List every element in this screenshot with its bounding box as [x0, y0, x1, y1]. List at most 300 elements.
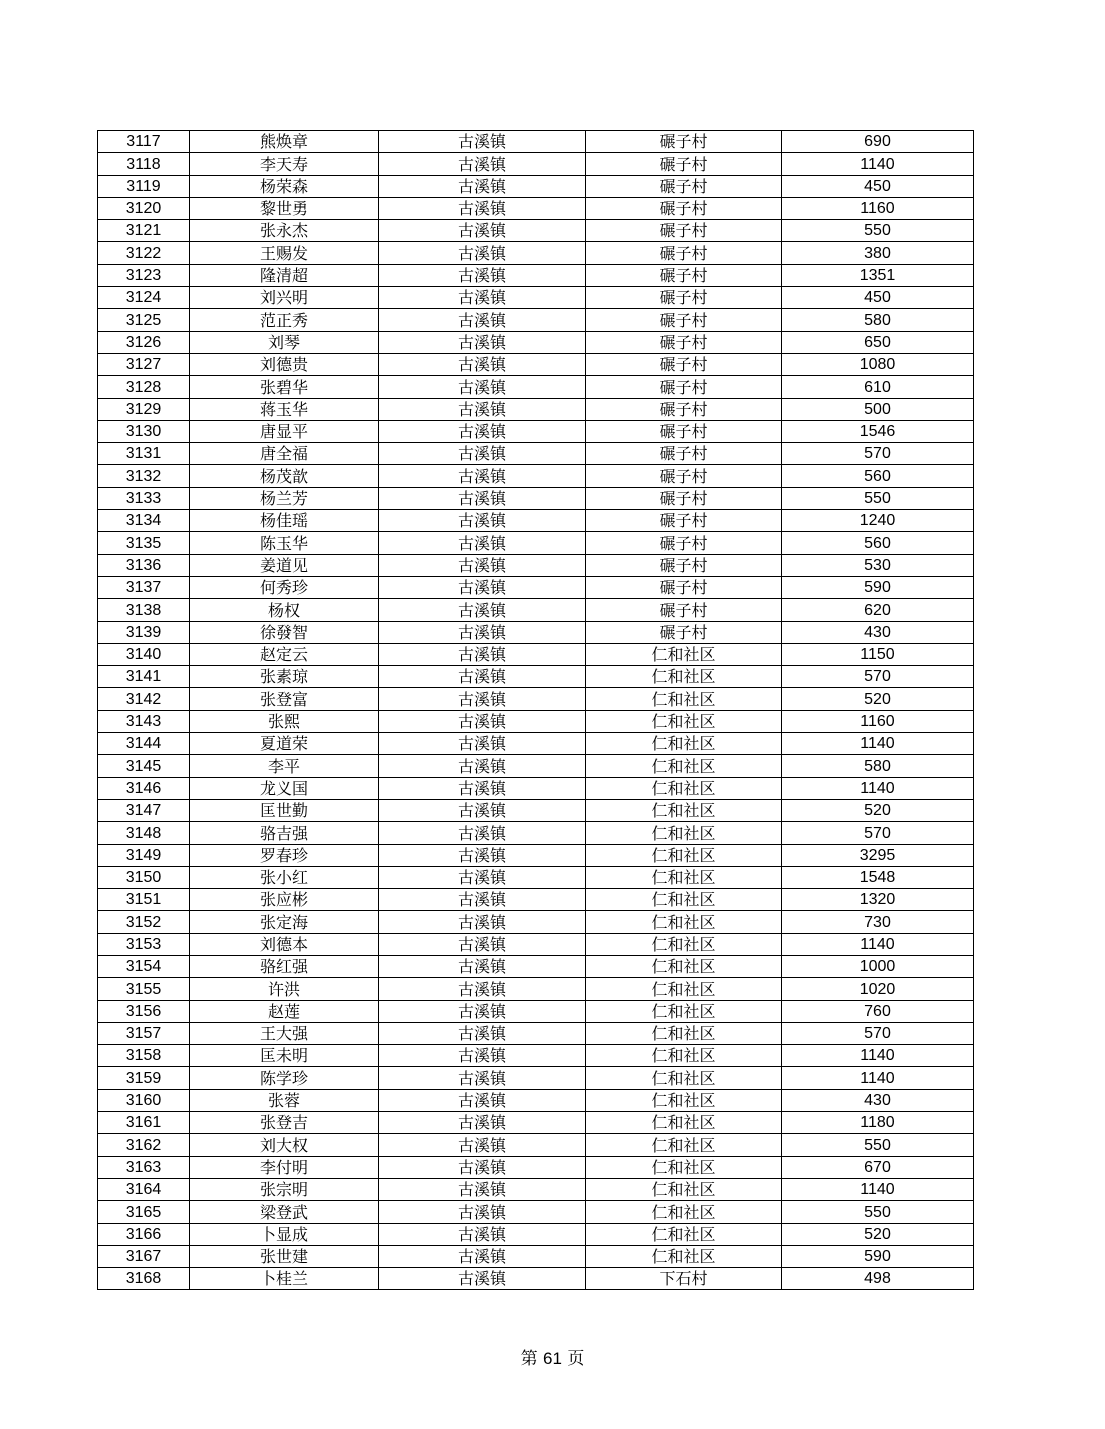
village-cell: 碾子村 [586, 309, 782, 331]
town-cell: 古溪镇 [379, 153, 586, 175]
table-row [98, 510, 974, 532]
amount-cell: 1140 [782, 1067, 974, 1089]
amount-cell: 550 [782, 220, 974, 242]
village-cell: 仁和社区 [586, 822, 782, 844]
table-row [98, 777, 974, 799]
amount-cell: 670 [782, 1156, 974, 1178]
amount-cell: 760 [782, 1000, 974, 1022]
person-name-cell: 杨茂歆 [190, 465, 379, 487]
village-cell: 仁和社区 [586, 1067, 782, 1089]
town-cell: 古溪镇 [379, 710, 586, 732]
village-cell: 下石村 [586, 1268, 782, 1290]
row-id-cell: 3164 [98, 1178, 190, 1200]
table-row [98, 866, 974, 888]
amount-cell: 520 [782, 1223, 974, 1245]
amount-cell: 500 [782, 398, 974, 420]
village-cell: 仁和社区 [586, 666, 782, 688]
town-cell: 古溪镇 [379, 532, 586, 554]
table-row [98, 554, 974, 576]
table-row [98, 1201, 974, 1223]
village-cell: 仁和社区 [586, 844, 782, 866]
village-cell: 仁和社区 [586, 1045, 782, 1067]
amount-cell: 550 [782, 1134, 974, 1156]
person-name-cell: 赵定云 [190, 643, 379, 665]
village-cell: 仁和社区 [586, 933, 782, 955]
town-cell: 古溪镇 [379, 733, 586, 755]
amount-cell: 1180 [782, 1112, 974, 1134]
person-name-cell: 熊焕章 [190, 131, 379, 153]
person-name-cell: 骆吉强 [190, 822, 379, 844]
amount-cell: 1000 [782, 955, 974, 977]
amount-cell: 610 [782, 376, 974, 398]
row-id-cell: 3147 [98, 799, 190, 821]
village-cell: 碾子村 [586, 353, 782, 375]
table-row [98, 576, 974, 598]
village-cell: 仁和社区 [586, 710, 782, 732]
village-cell: 碾子村 [586, 376, 782, 398]
town-cell: 古溪镇 [379, 777, 586, 799]
town-cell: 古溪镇 [379, 1156, 586, 1178]
table-row [98, 1245, 974, 1267]
amount-cell: 1351 [782, 264, 974, 286]
row-id-cell: 3148 [98, 822, 190, 844]
row-id-cell: 3120 [98, 197, 190, 219]
amount-cell: 520 [782, 688, 974, 710]
row-id-cell: 3145 [98, 755, 190, 777]
table-row [98, 309, 974, 331]
town-cell: 古溪镇 [379, 599, 586, 621]
table-row [98, 688, 974, 710]
row-id-cell: 3154 [98, 955, 190, 977]
table-row [98, 599, 974, 621]
person-name-cell: 罗春珍 [190, 844, 379, 866]
row-id-cell: 3152 [98, 911, 190, 933]
village-cell: 碾子村 [586, 175, 782, 197]
amount-cell: 1320 [782, 889, 974, 911]
village-cell: 碾子村 [586, 443, 782, 465]
row-id-cell: 3144 [98, 733, 190, 755]
amount-cell: 580 [782, 755, 974, 777]
person-name-cell: 张登吉 [190, 1112, 379, 1134]
amount-cell: 620 [782, 599, 974, 621]
village-cell: 碾子村 [586, 131, 782, 153]
row-id-cell: 3160 [98, 1089, 190, 1111]
row-id-cell: 3157 [98, 1022, 190, 1044]
village-cell: 碾子村 [586, 242, 782, 264]
town-cell: 古溪镇 [379, 1134, 586, 1156]
village-cell: 仁和社区 [586, 643, 782, 665]
row-id-cell: 3124 [98, 287, 190, 309]
row-id-cell: 3138 [98, 599, 190, 621]
row-id-cell: 3141 [98, 666, 190, 688]
row-id-cell: 3135 [98, 532, 190, 554]
person-name-cell: 张世建 [190, 1245, 379, 1267]
village-cell: 仁和社区 [586, 1245, 782, 1267]
amount-cell: 380 [782, 242, 974, 264]
amount-cell: 530 [782, 554, 974, 576]
row-id-cell: 3127 [98, 353, 190, 375]
table-row [98, 889, 974, 911]
amount-cell: 1080 [782, 353, 974, 375]
person-name-cell: 匡未明 [190, 1045, 379, 1067]
amount-cell: 570 [782, 666, 974, 688]
row-id-cell: 3161 [98, 1112, 190, 1134]
row-id-cell: 3149 [98, 844, 190, 866]
person-name-cell: 杨权 [190, 599, 379, 621]
table-row [98, 755, 974, 777]
village-cell: 仁和社区 [586, 1156, 782, 1178]
table-row [98, 1223, 974, 1245]
village-cell: 仁和社区 [586, 1201, 782, 1223]
town-cell: 古溪镇 [379, 242, 586, 264]
table-row [98, 1156, 974, 1178]
table-row [98, 666, 974, 688]
person-name-cell: 李平 [190, 755, 379, 777]
village-cell: 仁和社区 [586, 1223, 782, 1245]
table-row [98, 799, 974, 821]
village-cell: 仁和社区 [586, 1178, 782, 1200]
table-row [98, 1045, 974, 1067]
person-name-cell: 张小红 [190, 866, 379, 888]
person-name-cell: 刘大权 [190, 1134, 379, 1156]
town-cell: 古溪镇 [379, 955, 586, 977]
person-name-cell: 姜道见 [190, 554, 379, 576]
table-row [98, 398, 974, 420]
table-row [98, 978, 974, 1000]
amount-cell: 590 [782, 576, 974, 598]
person-name-cell: 张碧华 [190, 376, 379, 398]
person-name-cell: 张永杰 [190, 220, 379, 242]
row-id-cell: 3168 [98, 1268, 190, 1290]
town-cell: 古溪镇 [379, 510, 586, 532]
village-cell: 仁和社区 [586, 866, 782, 888]
row-id-cell: 3163 [98, 1156, 190, 1178]
roster-table [97, 130, 974, 1290]
town-cell: 古溪镇 [379, 554, 586, 576]
amount-cell: 550 [782, 1201, 974, 1223]
town-cell: 古溪镇 [379, 1067, 586, 1089]
town-cell: 古溪镇 [379, 911, 586, 933]
row-id-cell: 3140 [98, 643, 190, 665]
town-cell: 古溪镇 [379, 1178, 586, 1200]
person-name-cell: 卜桂兰 [190, 1268, 379, 1290]
table-row [98, 242, 974, 264]
village-cell: 碾子村 [586, 487, 782, 509]
person-name-cell: 许洪 [190, 978, 379, 1000]
person-name-cell: 李天寿 [190, 153, 379, 175]
table-row [98, 1112, 974, 1134]
town-cell: 古溪镇 [379, 1000, 586, 1022]
table-row [98, 822, 974, 844]
amount-cell: 1140 [782, 153, 974, 175]
town-cell: 古溪镇 [379, 398, 586, 420]
amount-cell: 1020 [782, 978, 974, 1000]
amount-cell: 730 [782, 911, 974, 933]
row-id-cell: 3151 [98, 889, 190, 911]
person-name-cell: 张登富 [190, 688, 379, 710]
amount-cell: 1140 [782, 733, 974, 755]
amount-cell: 580 [782, 309, 974, 331]
amount-cell: 650 [782, 331, 974, 353]
town-cell: 古溪镇 [379, 353, 586, 375]
table-row [98, 710, 974, 732]
amount-cell: 3295 [782, 844, 974, 866]
row-id-cell: 3143 [98, 710, 190, 732]
town-cell: 古溪镇 [379, 1268, 586, 1290]
table-row [98, 220, 974, 242]
village-cell: 碾子村 [586, 287, 782, 309]
amount-cell: 570 [782, 822, 974, 844]
table-row [98, 844, 974, 866]
village-cell: 仁和社区 [586, 955, 782, 977]
village-cell: 仁和社区 [586, 1112, 782, 1134]
town-cell: 古溪镇 [379, 822, 586, 844]
person-name-cell: 匡世勤 [190, 799, 379, 821]
village-cell: 碾子村 [586, 420, 782, 442]
row-id-cell: 3130 [98, 420, 190, 442]
village-cell: 仁和社区 [586, 889, 782, 911]
person-name-cell: 夏道荣 [190, 733, 379, 755]
table-row [98, 131, 974, 153]
person-name-cell: 张宗明 [190, 1178, 379, 1200]
row-id-cell: 3125 [98, 309, 190, 331]
table-row [98, 1268, 974, 1290]
roster-table-body [98, 131, 974, 1290]
town-cell: 古溪镇 [379, 889, 586, 911]
town-cell: 古溪镇 [379, 666, 586, 688]
town-cell: 古溪镇 [379, 576, 586, 598]
row-id-cell: 3118 [98, 153, 190, 175]
row-id-cell: 3162 [98, 1134, 190, 1156]
table-row [98, 933, 974, 955]
town-cell: 古溪镇 [379, 1022, 586, 1044]
town-cell: 古溪镇 [379, 175, 586, 197]
person-name-cell: 张定海 [190, 911, 379, 933]
row-id-cell: 3128 [98, 376, 190, 398]
row-id-cell: 3136 [98, 554, 190, 576]
table-row [98, 532, 974, 554]
town-cell: 古溪镇 [379, 131, 586, 153]
town-cell: 古溪镇 [379, 799, 586, 821]
town-cell: 古溪镇 [379, 1112, 586, 1134]
table-row [98, 353, 974, 375]
person-name-cell: 王赐发 [190, 242, 379, 264]
town-cell: 古溪镇 [379, 933, 586, 955]
row-id-cell: 3139 [98, 621, 190, 643]
page-number: 61 [543, 1349, 562, 1368]
amount-cell: 520 [782, 799, 974, 821]
village-cell: 仁和社区 [586, 1089, 782, 1111]
town-cell: 古溪镇 [379, 264, 586, 286]
village-cell: 碾子村 [586, 510, 782, 532]
amount-cell: 450 [782, 287, 974, 309]
table-row [98, 1000, 974, 1022]
town-cell: 古溪镇 [379, 978, 586, 1000]
person-name-cell: 蒋玉华 [190, 398, 379, 420]
table-row [98, 465, 974, 487]
table-row [98, 733, 974, 755]
town-cell: 古溪镇 [379, 420, 586, 442]
town-cell: 古溪镇 [379, 643, 586, 665]
table-row [98, 955, 974, 977]
row-id-cell: 3122 [98, 242, 190, 264]
row-id-cell: 3126 [98, 331, 190, 353]
amount-cell: 1140 [782, 1178, 974, 1200]
person-name-cell: 赵莲 [190, 1000, 379, 1022]
row-id-cell: 3137 [98, 576, 190, 598]
town-cell: 古溪镇 [379, 1045, 586, 1067]
table-row [98, 643, 974, 665]
amount-cell: 1140 [782, 933, 974, 955]
village-cell: 碾子村 [586, 197, 782, 219]
village-cell: 碾子村 [586, 331, 782, 353]
person-name-cell: 龙义国 [190, 777, 379, 799]
town-cell: 古溪镇 [379, 331, 586, 353]
town-cell: 古溪镇 [379, 755, 586, 777]
table-row [98, 153, 974, 175]
amount-cell: 430 [782, 1089, 974, 1111]
person-name-cell: 唐显平 [190, 420, 379, 442]
village-cell: 仁和社区 [586, 799, 782, 821]
village-cell: 仁和社区 [586, 1000, 782, 1022]
village-cell: 碾子村 [586, 576, 782, 598]
row-id-cell: 3117 [98, 131, 190, 153]
row-id-cell: 3167 [98, 1245, 190, 1267]
person-name-cell: 梁登武 [190, 1201, 379, 1223]
village-cell: 碾子村 [586, 264, 782, 286]
town-cell: 古溪镇 [379, 197, 586, 219]
page-footer [0, 1344, 1105, 1369]
person-name-cell: 李付明 [190, 1156, 379, 1178]
row-id-cell: 3159 [98, 1067, 190, 1089]
town-cell: 古溪镇 [379, 1089, 586, 1111]
table-row [98, 287, 974, 309]
table-row [98, 443, 974, 465]
amount-cell: 1150 [782, 643, 974, 665]
person-name-cell: 杨荣森 [190, 175, 379, 197]
table-row [98, 1067, 974, 1089]
town-cell: 古溪镇 [379, 287, 586, 309]
person-name-cell: 骆红强 [190, 955, 379, 977]
person-name-cell: 隆清超 [190, 264, 379, 286]
town-cell: 古溪镇 [379, 688, 586, 710]
town-cell: 古溪镇 [379, 376, 586, 398]
village-cell: 仁和社区 [586, 978, 782, 1000]
person-name-cell: 刘德贵 [190, 353, 379, 375]
town-cell: 古溪镇 [379, 443, 586, 465]
village-cell: 仁和社区 [586, 755, 782, 777]
town-cell: 古溪镇 [379, 465, 586, 487]
table-row [98, 197, 974, 219]
person-name-cell: 张熙 [190, 710, 379, 732]
village-cell: 碾子村 [586, 599, 782, 621]
row-id-cell: 3150 [98, 866, 190, 888]
row-id-cell: 3131 [98, 443, 190, 465]
person-name-cell: 王大强 [190, 1022, 379, 1044]
row-id-cell: 3146 [98, 777, 190, 799]
person-name-cell: 刘德本 [190, 933, 379, 955]
row-id-cell: 3165 [98, 1201, 190, 1223]
table-row [98, 1134, 974, 1156]
person-name-cell: 张素琼 [190, 666, 379, 688]
table-row [98, 621, 974, 643]
row-id-cell: 3155 [98, 978, 190, 1000]
amount-cell: 1546 [782, 420, 974, 442]
table-row [98, 376, 974, 398]
town-cell: 古溪镇 [379, 1245, 586, 1267]
amount-cell: 498 [782, 1268, 974, 1290]
row-id-cell: 3134 [98, 510, 190, 532]
row-id-cell: 3123 [98, 264, 190, 286]
table-row [98, 420, 974, 442]
person-name-cell: 刘琴 [190, 331, 379, 353]
amount-cell: 570 [782, 443, 974, 465]
amount-cell: 1160 [782, 197, 974, 219]
table-row [98, 331, 974, 353]
row-id-cell: 3153 [98, 933, 190, 955]
row-id-cell: 3132 [98, 465, 190, 487]
table-row [98, 1022, 974, 1044]
person-name-cell: 范正秀 [190, 309, 379, 331]
village-cell: 碾子村 [586, 532, 782, 554]
village-cell: 碾子村 [586, 621, 782, 643]
table-row [98, 1178, 974, 1200]
person-name-cell: 唐全福 [190, 443, 379, 465]
village-cell: 碾子村 [586, 554, 782, 576]
row-id-cell: 3166 [98, 1223, 190, 1245]
table-row [98, 175, 974, 197]
person-name-cell: 卜显成 [190, 1223, 379, 1245]
page-footer-prefix: 第 [520, 1349, 538, 1369]
amount-cell: 1140 [782, 777, 974, 799]
village-cell: 碾子村 [586, 153, 782, 175]
person-name-cell: 徐發智 [190, 621, 379, 643]
town-cell: 古溪镇 [379, 309, 586, 331]
village-cell: 碾子村 [586, 398, 782, 420]
amount-cell: 560 [782, 465, 974, 487]
amount-cell: 560 [782, 532, 974, 554]
village-cell: 仁和社区 [586, 733, 782, 755]
town-cell: 古溪镇 [379, 487, 586, 509]
page-footer-suffix: 页 [567, 1349, 585, 1369]
person-name-cell: 杨兰芳 [190, 487, 379, 509]
amount-cell: 1240 [782, 510, 974, 532]
village-cell: 仁和社区 [586, 1022, 782, 1044]
town-cell: 古溪镇 [379, 621, 586, 643]
village-cell: 碾子村 [586, 465, 782, 487]
village-cell: 仁和社区 [586, 688, 782, 710]
table-row [98, 264, 974, 286]
row-id-cell: 3133 [98, 487, 190, 509]
village-cell: 仁和社区 [586, 1134, 782, 1156]
row-id-cell: 3129 [98, 398, 190, 420]
row-id-cell: 3158 [98, 1045, 190, 1067]
amount-cell: 550 [782, 487, 974, 509]
amount-cell: 1160 [782, 710, 974, 732]
row-id-cell: 3119 [98, 175, 190, 197]
amount-cell: 1548 [782, 866, 974, 888]
village-cell: 仁和社区 [586, 911, 782, 933]
person-name-cell: 陈玉华 [190, 532, 379, 554]
person-name-cell: 刘兴明 [190, 287, 379, 309]
town-cell: 古溪镇 [379, 1201, 586, 1223]
person-name-cell: 张蓉 [190, 1089, 379, 1111]
village-cell: 仁和社区 [586, 777, 782, 799]
amount-cell: 430 [782, 621, 974, 643]
amount-cell: 570 [782, 1022, 974, 1044]
village-cell: 碾子村 [586, 220, 782, 242]
person-name-cell: 陈学珍 [190, 1067, 379, 1089]
